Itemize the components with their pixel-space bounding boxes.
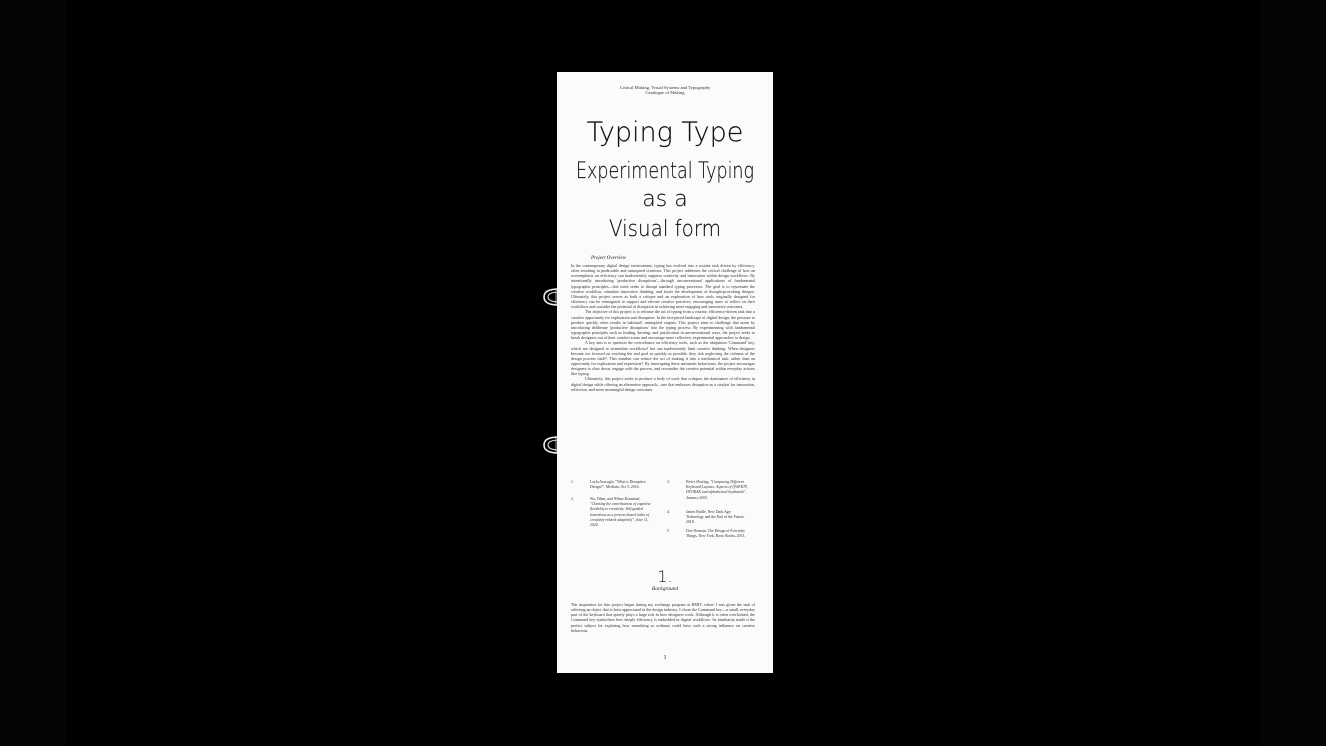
handwritten-title: [573, 114, 757, 242]
section-heading: Background: [651, 586, 679, 592]
document-page: [557, 72, 773, 673]
footnote-text: Leyla Acaroglu, "What is Disruptive Design?", Medium, Oct 5, 2016.: [590, 480, 646, 490]
page-number: 1: [663, 655, 667, 661]
paragraph: The objective of this project is to reframe the act of typing from a routine, efficiency-driven task into a creative opportunity for exploration and disruption. In the fast-paced landscape of digital design, the pressure to produce quickly often results in habitual¹, uninspired outputs. This project aims to challenge that norm by introducing deliberate 'productive disruptions' into the typing process. By experimenting with fundamental typographic principles such as leading, kerning, and justification in unconventional ways, the project seeks to break designers out of their comfort zones and encourage more reflective, experimental approaches to design.: [571, 309, 755, 341]
footnote-text: Pieter Hoeting, "Comparing Different Keyboard Layouts: Aspects of QWERTY, DVORAK and alphabetical keyboards", January 2003.: [686, 480, 748, 500]
footnote-number: 3.: [667, 480, 670, 484]
overview-heading: Project Overview: [591, 256, 626, 261]
viewer-margin-left: [0, 0, 66, 746]
paragraph: In the contemporary digital design environment, typing has evolved into a routine task driven by efficiency, often resulting in predictable and uninspired creations. This project addresses the critical challenge of how an overemphasis on efficiency can inadvertently suppress creativity and innovation within design workflows. By intentionally introducing 'productive disruptions'—through unconventional applications of fundamental typographic principles—this work seeks to disrupt standard typing processes. The goal is to rejuvenate the creative workflow, stimulate innovative thinking, and foster the development of thought-provoking designs. Ultimately, this project serves as both a critique and an exploration of how tools originally designed for efficiency can be reimagined to support and elevate creative practices, encouraging users to reflect on their workflows and consider the potential of disruption in achieving more engaging and innovative outcomes.: [571, 263, 755, 310]
footnote-number: 2.: [571, 497, 574, 501]
paragraph: A key aim is to question the overreliance on efficiency tools, such as the ubiquitous 'Command' key, which are designed to streamline workflows² but can inadvertently limit creative thinking. When designers become too focused on reaching the end goal as quickly as possible, they risk neglecting the richness of the design process itself³. This mindset can reduce the act of making it into a mechanical task, rather than an opportunity for exploration and expression⁴. By interrupting these automatic behaviours, the project encourages designers to slow down, engage with the process, and reconsider the creative potential within everyday actions like typing.: [571, 340, 755, 377]
footnote-number: 1.: [571, 480, 574, 484]
header-line: Critical Making, Visual Systems and Typography: [619, 85, 711, 90]
footnote-text: James Bridle, New Dark Age: Technology and the End of the Future, 2018.: [686, 510, 745, 525]
overview-body: [571, 263, 755, 392]
footnote-text: Don Norman, The Design of Everyday Things, New York, Basic Books, 2013.: [686, 529, 746, 539]
running-header: [557, 85, 773, 96]
section-number: [653, 566, 677, 586]
title-line: Visual form: [609, 217, 721, 242]
footnote-number: 4.: [667, 510, 670, 514]
footnote-text: Wu, Yihan, and Wilma Koutstaal, "Charting the contributions of cognitive flexibility to creativity: Self-guided transitions as a process-based index of creativity-related adaptivity", June 11, 2020.: [590, 497, 651, 528]
paragraph: Ultimately, this project seeks to produce a body of work that critiques the dominance of efficiency in digital design while offering an alternative approach—one that embraces disruption as a catalyst for innovation, reflection, and more meaningful design outcomes.: [571, 376, 755, 392]
section-number-text: 1.: [657, 567, 673, 586]
title-line: as a: [642, 187, 688, 212]
title-line: Typing Type: [586, 117, 744, 148]
title-line: Experimental Typing: [576, 159, 754, 184]
background-body: [571, 602, 755, 633]
header-line: Catalogue of Making: [645, 90, 685, 96]
footnote-number: 5.: [667, 529, 670, 533]
viewer-margin-right: [1260, 0, 1326, 746]
paragraph: The inspiration for this project began during my exchange program at RMIT, where I was given the task of selecting an object that is least appreciated in the design industry. I chose the Command key—a small, everyday part of the keyboard that quietly plays a huge role in how designers work. Although it is often overlooked, the Command key symbolises how deeply efficiency is embedded in digital workflows. Its familiarity made it the perfect subject for exploring how something so ordinary could have such a strong influence on creative behaviour.: [571, 602, 755, 633]
